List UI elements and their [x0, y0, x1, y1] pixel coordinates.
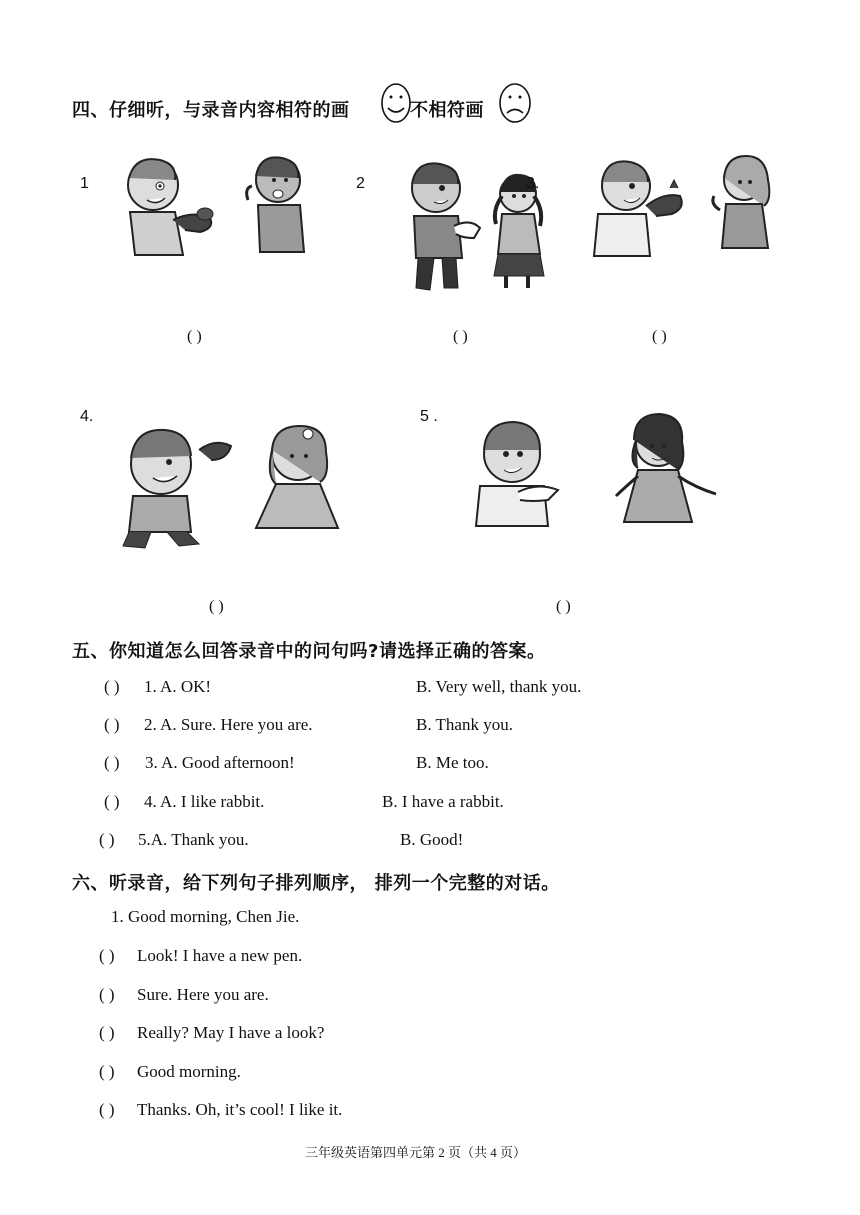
- q3-option-b: B. Me too.: [416, 753, 489, 772]
- q1-option-a: 1. A. OK!: [144, 677, 212, 696]
- q4-option-a: 4. A. I like rabbit.: [144, 792, 265, 811]
- section-4-title-tail: 不相符画: [410, 100, 484, 121]
- page-footer: 三年级英语第四单元第 2 页（共 4 页）: [305, 1145, 527, 1160]
- answer-blank-5[interactable]: ( ): [556, 598, 571, 615]
- dialogue-first-line: 1. Good morning, Chen Jie.: [111, 907, 300, 926]
- dialogue-line-1: Look! I have a new pen.: [137, 946, 303, 965]
- item-number-1: 1: [80, 175, 89, 192]
- order-blank-2[interactable]: ( ): [99, 985, 115, 1004]
- section-6-title: 六、听录音，给下列句子排列顺序， 排列一个完整的对话。: [72, 873, 560, 894]
- order-blank-4[interactable]: ( ): [99, 1062, 115, 1081]
- q5-option-a: 5.A. Thank you.: [138, 830, 249, 849]
- girl-illustration-2: [706, 150, 782, 250]
- girl-illustration: [490, 170, 550, 290]
- boy-with-bird-illustration: [115, 420, 245, 550]
- q1-option-b: B. Very well, thank you.: [416, 677, 582, 696]
- dialogue-line-5: Thanks. Oh, it’s cool! I like it.: [137, 1100, 343, 1119]
- dialogue-line-3: Really? May I have a look?: [137, 1023, 325, 1042]
- item-number-4: 4.: [80, 408, 94, 425]
- boy-illustration: [238, 150, 310, 255]
- q2-option-b: B. Thank you.: [416, 715, 513, 734]
- q2-blank[interactable]: ( ): [104, 715, 120, 734]
- sad-face-icon: [498, 82, 532, 124]
- q3-option-a: 3. A. Good afternoon!: [145, 753, 295, 772]
- item-number-5: 5 .: [420, 408, 438, 425]
- order-blank-3[interactable]: ( ): [99, 1023, 115, 1042]
- q5-option-b: B. Good!: [400, 830, 464, 849]
- item-number-2: 2: [356, 175, 365, 192]
- order-blank-5[interactable]: ( ): [99, 1100, 115, 1119]
- q2-option-a: 2. A. Sure. Here you are.: [144, 715, 313, 734]
- answer-blank-4[interactable]: ( ): [209, 598, 224, 615]
- section-4-title: 四、仔细听，与录音内容相符的画: [72, 100, 350, 121]
- answer-blank-3[interactable]: ( ): [652, 328, 667, 345]
- q5-blank[interactable]: ( ): [99, 830, 115, 849]
- q1-blank[interactable]: ( ): [104, 677, 120, 696]
- q3-blank[interactable]: ( ): [104, 753, 120, 772]
- answer-blank-1[interactable]: ( ): [187, 328, 202, 345]
- q4-option-b: B. I have a rabbit.: [382, 792, 504, 811]
- girl-illustration-4: [612, 410, 722, 528]
- smiley-face-icon: [380, 82, 412, 124]
- section-5-title: 五、你知道怎么回答录音中的问句吗?请选择正确的答案。: [72, 641, 546, 662]
- dialogue-line-2: Sure. Here you are.: [137, 985, 269, 1004]
- item-number-3: 3.: [526, 175, 540, 192]
- boy-with-duck-illustration: [468, 414, 564, 530]
- answer-blank-2[interactable]: ( ): [453, 328, 468, 345]
- boy-with-rabbit-illustration: [404, 158, 484, 293]
- girl-illustration-3: [250, 420, 342, 532]
- order-blank-1[interactable]: ( ): [99, 946, 115, 965]
- dialogue-line-4: Good morning.: [137, 1062, 241, 1081]
- boy-with-dog-illustration: [105, 150, 225, 260]
- boy-with-cat-illustration: [590, 152, 700, 258]
- q4-blank[interactable]: ( ): [104, 792, 120, 811]
